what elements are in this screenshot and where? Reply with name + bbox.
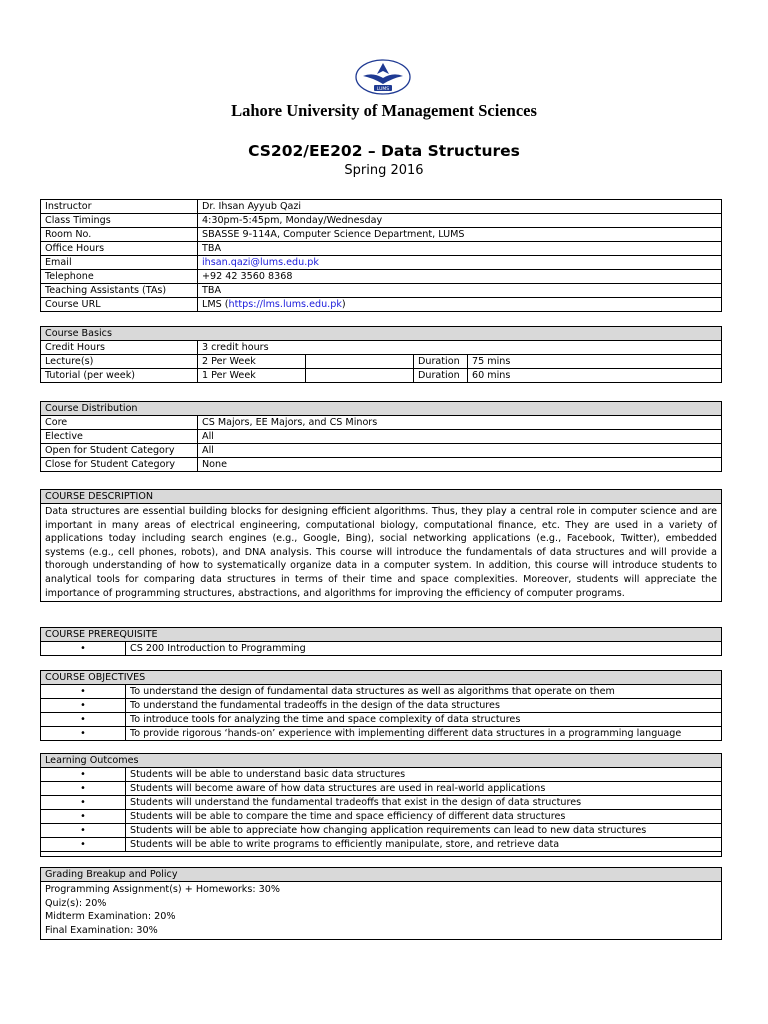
info-row bbox=[41, 298, 722, 312]
list-item: • Students will be able to appreciate how changing application requirements can lead to new data structures bbox=[41, 824, 722, 838]
info-label: Course URL bbox=[41, 298, 198, 312]
section-header: Learning Outcomes bbox=[41, 754, 722, 768]
info-label: Teaching Assistants (TAs) bbox=[41, 284, 198, 298]
list-item: • CS 200 Introduction to Programming bbox=[41, 642, 722, 656]
info-value: +92 42 3560 8368 bbox=[198, 270, 722, 284]
info-row bbox=[41, 242, 722, 256]
bullet: • bbox=[41, 824, 126, 838]
course-description-table bbox=[40, 489, 722, 602]
info-label: Email bbox=[41, 256, 198, 270]
list-item: • Students will be able to write programs to efficiently manipulate, store, and retrieve data bbox=[41, 838, 722, 852]
section-header: COURSE PREREQUISITE bbox=[41, 628, 722, 642]
course-title: CS202/EE202 – Data Structures bbox=[248, 142, 520, 160]
list-item: • To understand the design of fundamental data structures as well as algorithms that operate on them bbox=[41, 685, 722, 699]
bullet: • bbox=[41, 713, 126, 727]
table-row: Open for Student Category All bbox=[41, 444, 722, 458]
section-header: Grading Breakup and Policy bbox=[41, 868, 722, 882]
info-row bbox=[41, 256, 722, 270]
bullet: • bbox=[41, 699, 126, 713]
info-value: TBA bbox=[198, 284, 722, 298]
info-label: Class Timings bbox=[41, 214, 198, 228]
info-row bbox=[41, 270, 722, 284]
bullet: • bbox=[41, 727, 126, 741]
list-item: • To understand the fundamental tradeoffs in the design of the data structures bbox=[41, 699, 722, 713]
email-link[interactable]: ihsan.qazi@lums.edu.pk bbox=[202, 257, 319, 268]
list-item: • Students will be able to compare the time and space efficiency of different data structures bbox=[41, 810, 722, 824]
course-url-link[interactable]: https://lms.lums.edu.pk bbox=[228, 299, 342, 310]
bullet: • bbox=[41, 685, 126, 699]
info-label: Instructor bbox=[41, 200, 198, 214]
prerequisite-table bbox=[40, 627, 722, 656]
list-item: • To provide rigorous ‘hands-on’ experience with implementing different data structures in a programming language bbox=[41, 727, 722, 741]
course-distribution-table bbox=[40, 401, 722, 472]
bullet: • bbox=[41, 796, 126, 810]
list-item: • Students will be able to understand basic data structures bbox=[41, 768, 722, 782]
bullet: • bbox=[41, 768, 126, 782]
table-row: Close for Student Category None bbox=[41, 458, 722, 472]
bullet: • bbox=[41, 782, 126, 796]
grading-line: Midterm Examination: 20% bbox=[45, 911, 176, 923]
info-row bbox=[41, 200, 722, 214]
section-header: Course Basics bbox=[41, 327, 722, 341]
table-row: Tutorial (per week) 1 Per Week Duration 60 mins bbox=[41, 369, 722, 383]
learning-outcomes-table bbox=[40, 753, 722, 857]
table-row: Lecture(s) 2 Per Week Duration 75 mins bbox=[41, 355, 722, 369]
course-basics-table bbox=[40, 326, 722, 383]
info-value: 4:30pm-5:45pm, Monday/Wednesday bbox=[198, 214, 722, 228]
info-label: Telephone bbox=[41, 270, 198, 284]
grading-table bbox=[40, 867, 722, 940]
info-row bbox=[41, 284, 722, 298]
bullet: • bbox=[41, 838, 126, 852]
university-name: Lahore University of Management Sciences bbox=[231, 101, 537, 120]
instructor-info-table bbox=[40, 199, 722, 312]
description-text: Data structures are essential building blocks for designing efficient algorithms. Thus, they play a central role in computer science and are important in many areas of electrical engineering, computational biology, computational finance, etc. They are used in a variety of applications today including search engines (e.g., Google, Bing), social networking applications (e.g., Facebook, Twitter), embedded systems (e.g., cell phones, robots), and DNA analysis. This course will introduce the fundamentals of data structures and will provide a thorough understanding of how to systematically organize data in a computer system. In addition, this course will introduce students to analytical tools for comparing data structures in terms of their time and space complexities. Moreover, students will appreciate the importance of programming structures, abstractions, and algorithms for improving the efficiency of computer programs. bbox=[41, 504, 722, 602]
bullet: • bbox=[41, 642, 126, 656]
logo-text: LUMS bbox=[376, 87, 390, 92]
section-header: COURSE DESCRIPTION bbox=[41, 490, 722, 504]
objectives-table bbox=[40, 670, 722, 741]
grading-line: Programming Assignment(s) + Homeworks: 30% bbox=[45, 884, 280, 895]
info-label: Office Hours bbox=[41, 242, 198, 256]
credit-value: 3 credit hours bbox=[198, 341, 722, 355]
section-header: Course Distribution bbox=[41, 402, 722, 416]
grading-line: Final Examination: 30% bbox=[45, 924, 158, 936]
credit-label: Credit Hours bbox=[41, 341, 198, 355]
list-item: • Students will become aware of how data structures are used in real-world applications bbox=[41, 782, 722, 796]
info-value: SBASSE 9-114A, Computer Science Department, LUMS bbox=[198, 228, 722, 242]
info-value: TBA bbox=[198, 242, 722, 256]
info-row bbox=[41, 214, 722, 228]
list-item: • Students will understand the fundamental tradeoffs that exist in the design of data structures bbox=[41, 796, 722, 810]
table-row: Elective All bbox=[41, 430, 722, 444]
list-item: • To introduce tools for analyzing the time and space complexity of data structures bbox=[41, 713, 722, 727]
info-value: Dr. Ihsan Ayyub Qazi bbox=[198, 200, 722, 214]
bullet: • bbox=[41, 810, 126, 824]
lums-logo bbox=[353, 56, 413, 96]
info-label: Room No. bbox=[41, 228, 198, 242]
grading-line: Quiz(s): 20% bbox=[45, 897, 107, 909]
url-suffix: ) bbox=[341, 299, 346, 310]
table-row: Core CS Majors, EE Majors, and CS Minors bbox=[41, 416, 722, 430]
term: Spring 2016 bbox=[344, 163, 424, 178]
url-prefix: LMS ( bbox=[202, 299, 229, 310]
section-header: COURSE OBJECTIVES bbox=[41, 671, 722, 685]
info-row bbox=[41, 228, 722, 242]
